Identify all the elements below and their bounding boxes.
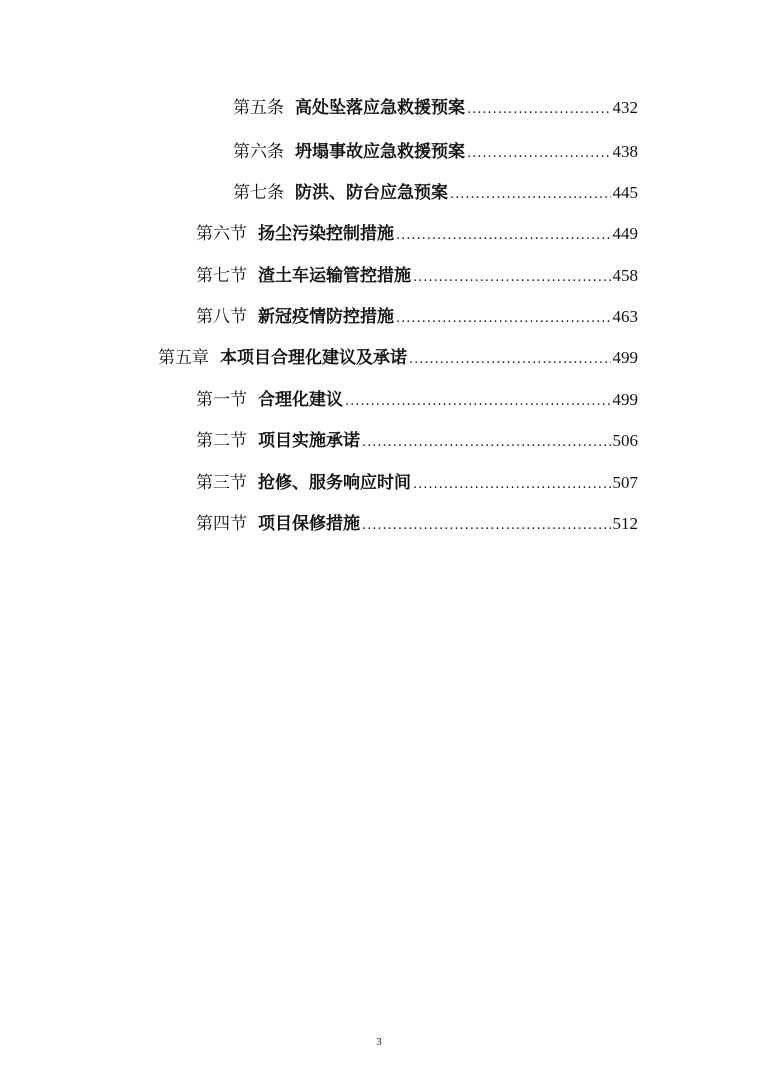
dot-leader — [467, 139, 611, 169]
toc-entry-title: 新冠疫情防控措施 — [258, 307, 394, 327]
dot-leader — [413, 263, 611, 293]
dot-leader — [345, 387, 611, 417]
dot-leader — [362, 428, 611, 458]
toc-entry-number: 第七节 — [196, 266, 247, 286]
toc-entry-number: 第三节 — [196, 473, 247, 493]
toc-entry-page: 512 — [612, 514, 638, 533]
dot-leader — [362, 511, 611, 541]
toc-entry-page: 507 — [612, 473, 638, 492]
toc-entry[interactable] — [158, 343, 638, 373]
toc-entry-page: 463 — [612, 307, 638, 326]
toc-entry-title: 防洪、防台应急预案 — [295, 183, 448, 203]
toc-entry-number: 第六条 — [233, 142, 284, 162]
toc-entry[interactable] — [196, 385, 638, 415]
toc-entry[interactable] — [233, 178, 638, 208]
dot-leader — [450, 180, 611, 210]
toc-entry-title: 本项目合理化建议及承诺 — [220, 348, 407, 368]
toc-entry-page: 449 — [612, 224, 638, 243]
toc-entry[interactable] — [196, 261, 638, 291]
toc-entry-number: 第八节 — [196, 307, 247, 327]
toc-entry-title: 抢修、服务响应时间 — [258, 473, 411, 493]
toc-entry-page: 499 — [612, 390, 638, 409]
toc-entry[interactable] — [233, 93, 638, 123]
toc-entry-number: 第五章 — [158, 348, 209, 368]
toc-entry-number: 第七条 — [233, 183, 284, 203]
toc-entry-title: 项目保修措施 — [258, 514, 360, 534]
toc-entry-page: 432 — [612, 98, 638, 117]
toc-entry[interactable] — [196, 468, 638, 498]
toc-entry-title: 高处坠落应急救援预案 — [295, 98, 465, 118]
dot-leader — [409, 345, 611, 375]
dot-leader — [413, 470, 611, 500]
dot-leader — [396, 304, 611, 334]
toc-entry[interactable] — [233, 137, 638, 167]
toc-entry-title: 项目实施承诺 — [258, 431, 360, 451]
toc-entry-number: 第五条 — [233, 98, 284, 118]
toc-entry[interactable] — [196, 509, 638, 539]
dot-leader — [467, 95, 611, 125]
toc-entry-title: 扬尘污染控制措施 — [258, 224, 394, 244]
toc-entry[interactable] — [196, 426, 638, 456]
toc-entry-page: 445 — [612, 183, 638, 202]
toc-entry-page: 458 — [612, 266, 638, 285]
toc-entry-page: 499 — [612, 348, 638, 367]
toc-entry-number: 第一节 — [196, 390, 247, 410]
dot-leader — [396, 221, 611, 251]
toc-entry-page: 506 — [612, 431, 638, 450]
toc-entry[interactable] — [196, 219, 638, 249]
toc-entry-page: 438 — [612, 142, 638, 161]
toc-entry-title: 合理化建议 — [258, 390, 343, 410]
toc-entry-number: 第六节 — [196, 224, 247, 244]
toc-entry-number: 第二节 — [196, 431, 247, 451]
toc-entry-title: 渣土车运输管控措施 — [258, 266, 411, 286]
page-number: 3 — [376, 1036, 382, 1048]
toc-entry[interactable] — [196, 302, 638, 332]
toc-entry-number: 第四节 — [196, 514, 247, 534]
toc-entry-title: 坍塌事故应急救援预案 — [295, 142, 465, 162]
